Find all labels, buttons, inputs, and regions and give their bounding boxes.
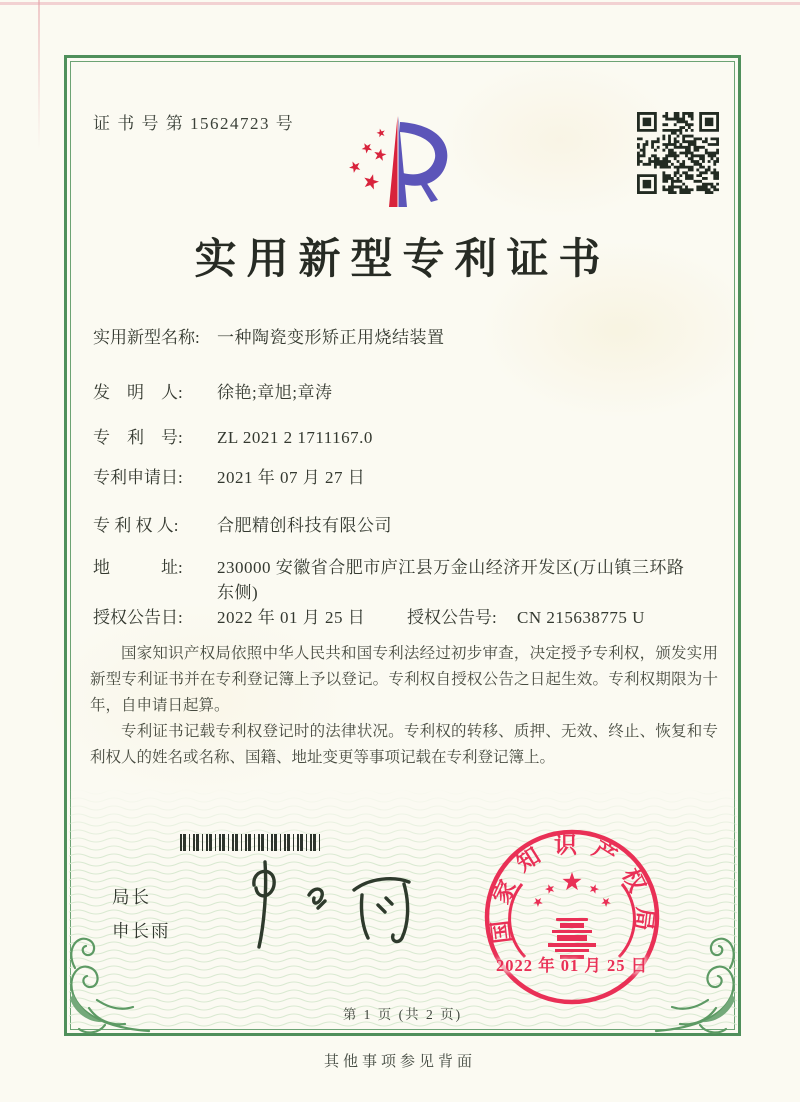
field-patentee	[93, 514, 721, 539]
cnipa-logo-icon	[328, 110, 480, 222]
field-label: 专 利 权 人:	[93, 516, 179, 535]
field-utility-model-name	[93, 326, 721, 351]
field-label: 发 明 人:	[93, 383, 183, 402]
legal-text-block	[90, 641, 718, 771]
seal-date: 2022 年 01 月 25 日	[495, 956, 649, 975]
certificate-number: 证 书 号 第 15624723 号	[93, 114, 295, 133]
field-value: 230000 安徽省合肥市庐江县万金山经济开发区(万山镇三环路东侧)	[217, 558, 685, 602]
field-label: 授权公告日:	[93, 608, 183, 627]
field-address	[93, 556, 721, 605]
commissioner-title-label: 局长	[112, 887, 151, 907]
field-value: 2022 年 01 月 25 日	[217, 608, 366, 627]
field-value: 合肥精创科技有限公司	[217, 516, 392, 535]
certificate-title: 实用新型专利证书	[194, 237, 611, 283]
national-emblem	[510, 872, 635, 959]
field-value: 一种陶瓷变形矫正用烧结装置	[217, 328, 445, 347]
field-label: 地 址:	[93, 558, 183, 577]
field-value: CN 215638775 U	[517, 608, 645, 627]
barcode	[180, 834, 322, 851]
back-side-note: 其他事项参见背面	[323, 1054, 476, 1070]
field-value: 徐艳;章旭;章涛	[217, 383, 333, 402]
commissioner-signature	[232, 850, 437, 955]
field-filing-date	[93, 466, 721, 491]
field-label: 专利申请日:	[93, 468, 183, 487]
field-patent-number	[93, 426, 721, 451]
field-label: 授权公告号:	[407, 608, 497, 627]
field-grant-number	[407, 606, 721, 631]
field-grant-date	[93, 606, 407, 631]
field-inventor	[93, 381, 721, 406]
field-value: 2021 年 07 月 27 日	[217, 468, 366, 487]
legal-paragraph-2: 专利证书记载专利权登记时的法律状况。专利权的转移、质押、无效、终止、恢复和专利权人的姓名或名称、国籍、地址变更等事项记载在专利登记簿上。	[90, 723, 718, 766]
field-label: 专 利 号:	[93, 428, 183, 447]
legal-paragraph-1: 国家知识产权局依照中华人民共和国专利法经过初步审查，决定授予专利权，颁发实用新型专利证书并在专利登记簿上予以登记。专利权自授权公告之日起生效。专利权期限为十年，自申请日起算。	[90, 645, 718, 714]
scan-artifact-top	[0, 2, 800, 5]
scan-artifact-left	[38, 0, 40, 150]
page-number: 第 1 页 (共 2 页)	[342, 1007, 463, 1022]
field-label: 实用新型名称:	[93, 328, 200, 347]
seal-ring-text: 国家知识产权局	[486, 832, 658, 945]
commissioner-name: 申长雨	[112, 921, 171, 941]
field-value: ZL 2021 2 1711167.0	[217, 428, 373, 447]
qr-code	[637, 112, 719, 194]
field-grant-row	[93, 606, 721, 631]
official-red-seal	[477, 822, 667, 1012]
